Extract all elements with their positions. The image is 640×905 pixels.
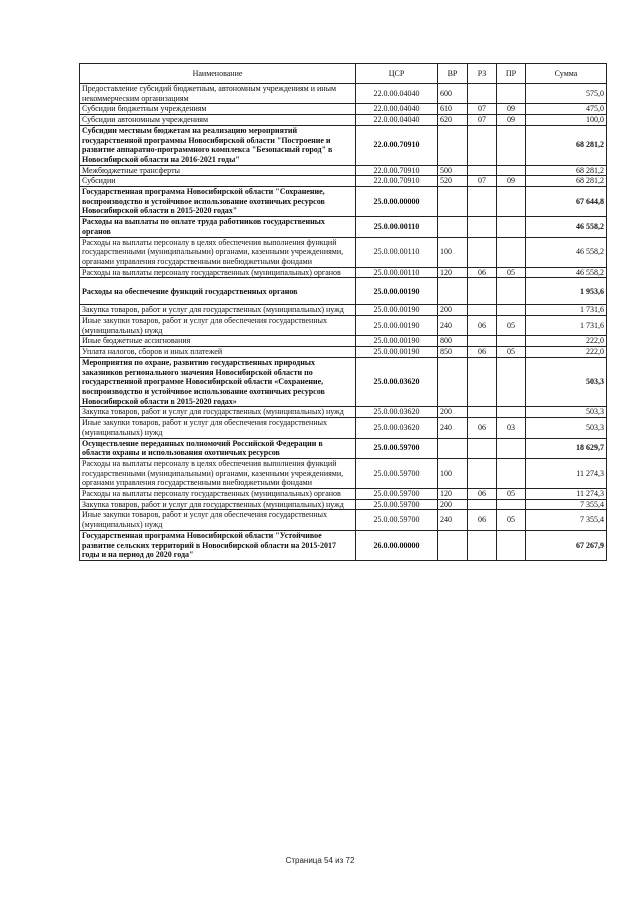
cell-csr: 22.0.00.70910 xyxy=(356,176,438,187)
header-vr: ВР xyxy=(438,64,468,84)
cell-rz: 06 xyxy=(468,418,497,438)
cell-vr xyxy=(438,438,468,458)
table-row xyxy=(80,418,607,438)
cell-pr xyxy=(497,237,526,267)
cell-sum: 503,3 xyxy=(526,407,607,418)
cell-sum: 11 274,3 xyxy=(526,458,607,488)
cell-csr: 22.0.00.04040 xyxy=(356,115,438,126)
cell-csr: 25.0.00.59700 xyxy=(356,499,438,510)
cell-vr: 120 xyxy=(438,489,468,500)
table-row xyxy=(80,316,607,336)
cell-name: Субсидии бюджетным учреждениям xyxy=(80,104,356,115)
cell-vr xyxy=(438,357,468,407)
table-row xyxy=(80,125,607,165)
cell-csr: 25.0.00.03620 xyxy=(356,418,438,438)
cell-rz xyxy=(468,237,497,267)
cell-sum: 503,3 xyxy=(526,418,607,438)
cell-vr: 200 xyxy=(438,499,468,510)
cell-pr xyxy=(497,530,526,560)
cell-name: Иные закупки товаров, работ и услуг для обеспечения государственных (муниципальных) нужд xyxy=(80,418,356,438)
cell-name: Предоставление субсидий бюджетным, автономным учреждениям и иным некоммерческим организациям xyxy=(80,84,356,104)
cell-csr: 25.0.00.00110 xyxy=(356,237,438,267)
cell-name: Уплата налогов, сборов и иных платежей xyxy=(80,347,356,358)
cell-sum: 46 558,2 xyxy=(526,267,607,278)
cell-sum: 503,3 xyxy=(526,357,607,407)
cell-name: Закупка товаров, работ и услуг для государственных (муниципальных) нужд xyxy=(80,499,356,510)
cell-pr: 05 xyxy=(497,316,526,336)
cell-csr: 25.0.00.00190 xyxy=(356,347,438,358)
cell-pr xyxy=(497,125,526,165)
cell-vr: 240 xyxy=(438,316,468,336)
cell-name: Субсидии автономным учреждениям xyxy=(80,115,356,126)
cell-pr xyxy=(497,458,526,488)
cell-sum: 1 731,6 xyxy=(526,305,607,316)
cell-pr xyxy=(497,305,526,316)
cell-vr: 620 xyxy=(438,115,468,126)
cell-csr: 22.0.00.04040 xyxy=(356,84,438,104)
cell-rz: 07 xyxy=(468,115,497,126)
cell-pr xyxy=(497,278,526,305)
cell-csr: 25.0.00.00190 xyxy=(356,305,438,316)
cell-csr: 22.0.00.04040 xyxy=(356,104,438,115)
table-row xyxy=(80,217,607,237)
table-header-row xyxy=(80,64,607,84)
cell-sum: 67 644,8 xyxy=(526,187,607,217)
cell-name: Расходы на обеспечение функций государственных органов xyxy=(80,278,356,305)
cell-sum: 222,0 xyxy=(526,336,607,347)
cell-rz xyxy=(468,84,497,104)
cell-csr: 25.0.00.00000 xyxy=(356,187,438,217)
cell-csr: 25.0.00.59700 xyxy=(356,438,438,458)
cell-pr xyxy=(497,407,526,418)
cell-sum: 68 281,2 xyxy=(526,125,607,165)
table-row xyxy=(80,530,607,560)
table-row xyxy=(80,187,607,217)
cell-sum: 575,0 xyxy=(526,84,607,104)
cell-rz xyxy=(468,499,497,510)
cell-vr: 120 xyxy=(438,267,468,278)
cell-name: Мероприятия по охране, развитию государственных природных заказников регионального значения Новосибирской области по государственной программе Новосибирской области «Сохранение, воспроизводство и устойчивое использование охотничьих ресурсов Новосибирской области в 2015-2020 годах» xyxy=(80,357,356,407)
cell-rz xyxy=(468,407,497,418)
cell-vr xyxy=(438,125,468,165)
cell-csr: 25.0.00.00190 xyxy=(356,316,438,336)
cell-rz xyxy=(468,336,497,347)
cell-name: Расходы на выплаты по оплате труда работников государственных органов xyxy=(80,217,356,237)
cell-sum: 7 355,4 xyxy=(526,510,607,530)
cell-pr: 09 xyxy=(497,176,526,187)
cell-pr: 03 xyxy=(497,418,526,438)
header-csr: ЦСР xyxy=(356,64,438,84)
table-row xyxy=(80,84,607,104)
cell-sum: 18 629,7 xyxy=(526,438,607,458)
header-name: Наименование xyxy=(80,64,356,84)
cell-name: Закупка товаров, работ и услуг для государственных (муниципальных) нужд xyxy=(80,305,356,316)
cell-rz xyxy=(468,278,497,305)
cell-rz: 07 xyxy=(468,176,497,187)
cell-pr xyxy=(497,336,526,347)
cell-name: Закупка товаров, работ и услуг для государственных (муниципальных) нужд xyxy=(80,407,356,418)
cell-rz: 06 xyxy=(468,347,497,358)
cell-vr: 520 xyxy=(438,176,468,187)
cell-rz xyxy=(468,125,497,165)
cell-rz xyxy=(468,187,497,217)
table-row xyxy=(80,489,607,500)
cell-vr: 850 xyxy=(438,347,468,358)
cell-vr: 200 xyxy=(438,407,468,418)
cell-rz xyxy=(468,357,497,407)
cell-vr xyxy=(438,187,468,217)
cell-vr xyxy=(438,278,468,305)
cell-pr: 05 xyxy=(497,489,526,500)
cell-sum: 1 953,6 xyxy=(526,278,607,305)
table-row xyxy=(80,438,607,458)
cell-csr: 25.0.00.00190 xyxy=(356,336,438,347)
table-row xyxy=(80,336,607,347)
cell-pr xyxy=(497,217,526,237)
cell-csr: 25.0.00.00110 xyxy=(356,217,438,237)
cell-csr: 26.0.00.00000 xyxy=(356,530,438,560)
cell-csr: 25.0.00.00190 xyxy=(356,278,438,305)
table-row xyxy=(80,165,607,176)
cell-vr: 610 xyxy=(438,104,468,115)
cell-csr: 25.0.00.03620 xyxy=(356,357,438,407)
cell-rz xyxy=(468,438,497,458)
cell-vr xyxy=(438,217,468,237)
cell-name: Иные закупки товаров, работ и услуг для обеспечения государственных (муниципальных) нужд xyxy=(80,316,356,336)
cell-sum: 100,0 xyxy=(526,115,607,126)
cell-sum: 46 558,2 xyxy=(526,217,607,237)
cell-rz xyxy=(468,165,497,176)
cell-csr: 25.0.00.03620 xyxy=(356,407,438,418)
cell-csr: 22.0.00.70910 xyxy=(356,165,438,176)
cell-sum: 68 281,2 xyxy=(526,176,607,187)
cell-rz xyxy=(468,217,497,237)
cell-pr: 05 xyxy=(497,510,526,530)
cell-name: Иные бюджетные ассигнования xyxy=(80,336,356,347)
cell-rz xyxy=(468,305,497,316)
cell-rz xyxy=(468,530,497,560)
cell-pr: 09 xyxy=(497,115,526,126)
budget-table xyxy=(79,63,607,561)
cell-pr xyxy=(497,438,526,458)
cell-vr xyxy=(438,530,468,560)
cell-vr: 800 xyxy=(438,336,468,347)
cell-pr: 05 xyxy=(497,267,526,278)
cell-rz: 06 xyxy=(468,510,497,530)
cell-pr: 09 xyxy=(497,104,526,115)
cell-pr: 05 xyxy=(497,347,526,358)
table-row xyxy=(80,278,607,305)
cell-pr xyxy=(497,187,526,217)
cell-rz: 06 xyxy=(468,489,497,500)
cell-name: Государственная программа Новосибирской области "Сохранение, воспроизводство и устойчивое использование охотничьих ресурсов Новосибирской области в 2015-2020 годах" xyxy=(80,187,356,217)
cell-name: Межбюджетные трансферты xyxy=(80,165,356,176)
cell-rz xyxy=(468,458,497,488)
cell-pr xyxy=(497,165,526,176)
cell-vr: 100 xyxy=(438,458,468,488)
table-row xyxy=(80,176,607,187)
cell-sum: 67 267,9 xyxy=(526,530,607,560)
header-pr: ПР xyxy=(497,64,526,84)
cell-name: Государственная программа Новосибирской области "Устойчивое развитие сельских территорий в Новосибирской области на 2015-2017 годы и на период до 2020 года" xyxy=(80,530,356,560)
table-row xyxy=(80,458,607,488)
cell-name: Расходы на выплаты персоналу в целях обеспечения выполнения функций государственными (муниципальными) органами, казенными учреждениями, органами управления государственными внебюджетными фондами xyxy=(80,458,356,488)
cell-name: Расходы на выплаты персоналу в целях обеспечения выполнения функций государственными (муниципальными) органами, казенными учреждениями, органами управления государственными внебюджетными фондами xyxy=(80,237,356,267)
cell-rz: 07 xyxy=(468,104,497,115)
cell-csr: 22.0.00.70910 xyxy=(356,125,438,165)
table-row xyxy=(80,115,607,126)
cell-rz: 06 xyxy=(468,267,497,278)
cell-sum: 46 558,2 xyxy=(526,237,607,267)
table-row xyxy=(80,407,607,418)
table-row xyxy=(80,305,607,316)
cell-sum: 222,0 xyxy=(526,347,607,358)
table-row xyxy=(80,104,607,115)
cell-rz: 06 xyxy=(468,316,497,336)
cell-sum: 1 731,6 xyxy=(526,316,607,336)
cell-csr: 25.0.00.59700 xyxy=(356,510,438,530)
cell-name: Субсидии xyxy=(80,176,356,187)
table-row xyxy=(80,510,607,530)
cell-csr: 25.0.00.59700 xyxy=(356,489,438,500)
cell-name: Расходы на выплаты персоналу государственных (муниципальных) органов xyxy=(80,489,356,500)
table-body xyxy=(80,84,607,561)
cell-vr: 600 xyxy=(438,84,468,104)
cell-vr: 500 xyxy=(438,165,468,176)
cell-sum: 68 281,2 xyxy=(526,165,607,176)
cell-pr xyxy=(497,84,526,104)
cell-vr: 240 xyxy=(438,418,468,438)
header-sum: Сумма xyxy=(526,64,607,84)
table-row xyxy=(80,357,607,407)
cell-vr: 100 xyxy=(438,237,468,267)
cell-pr xyxy=(497,499,526,510)
cell-sum: 11 274,3 xyxy=(526,489,607,500)
cell-sum: 475,0 xyxy=(526,104,607,115)
cell-csr: 25.0.00.59700 xyxy=(356,458,438,488)
cell-name: Иные закупки товаров, работ и услуг для обеспечения государственных (муниципальных) нужд xyxy=(80,510,356,530)
cell-pr xyxy=(497,357,526,407)
cell-vr: 200 xyxy=(438,305,468,316)
table-row xyxy=(80,347,607,358)
cell-csr: 25.0.00.00110 xyxy=(356,267,438,278)
page-footer: Страница 54 из 72 xyxy=(285,856,355,865)
table-row xyxy=(80,237,607,267)
cell-name: Осуществление переданных полномочий Российской Федерации в области охраны и использования охотничьих ресурсов xyxy=(80,438,356,458)
table-row xyxy=(80,267,607,278)
cell-sum: 7 355,4 xyxy=(526,499,607,510)
table-row xyxy=(80,499,607,510)
cell-name: Субсидии местным бюджетам на реализацию мероприятий государственной программы Новосибирской области "Построение и развитие аппаратно-программного комплекса "Безопасный город" в Новосибирской области на 2016-2021 годы" xyxy=(80,125,356,165)
header-rz: РЗ xyxy=(468,64,497,84)
cell-name: Расходы на выплаты персоналу государственных (муниципальных) органов xyxy=(80,267,356,278)
cell-vr: 240 xyxy=(438,510,468,530)
